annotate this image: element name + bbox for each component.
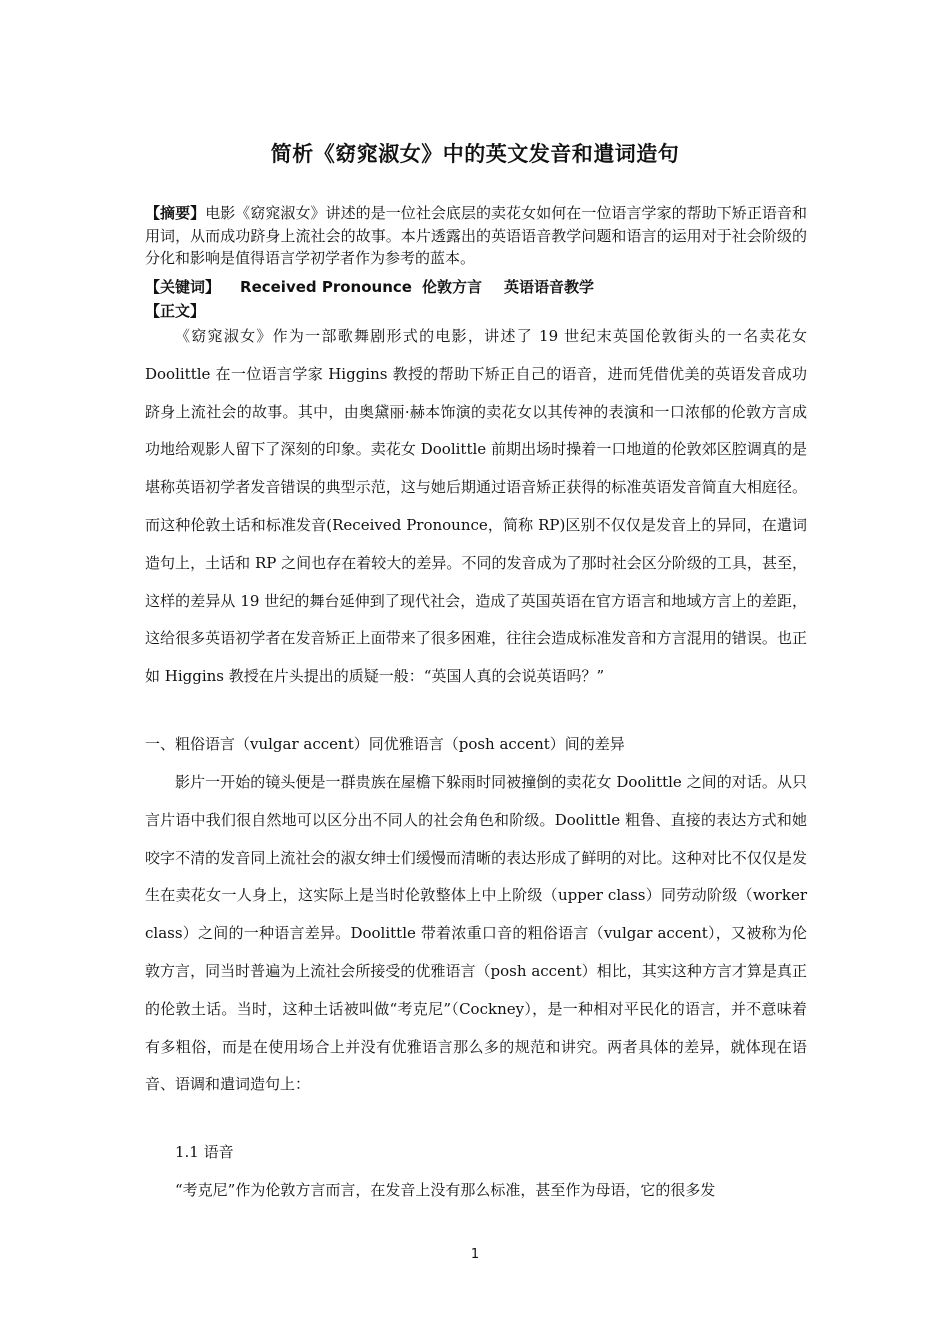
abstract-section xyxy=(145,202,807,270)
keyword-item: 伦敦方言 xyxy=(421,278,482,296)
document-title: 简析《窈窕淑女》中的英文发音和遣词造句 xyxy=(270,142,680,166)
section-heading-1: 一、粗俗语言（vulgar accent）同优雅语言（posh accent）间的差异 xyxy=(145,735,625,753)
paragraph-3: “考克尼”作为伦敦方言而言，在发音上没有那么标准，甚至作为母语，它的很多发 xyxy=(175,1181,716,1199)
abstract-text: 电影《窈窕淑女》讲述的是一位社会底层的卖花女如何在一位语言学家的帮助下矫正语音和用词，从而成功跻身上流社会的故事。本片透露出的英语语音教学问题和语言的运用对于社会阶级的分化和影响是值得语言学初学者作为参考的蓝本。 xyxy=(145,204,807,267)
paragraph-2: 影片一开始的镜头便是一群贵族在屋檐下躲雨时同被撞倒的卖花女 Doolittle 之间的对话。从只言片语中我们很自然地可以区分出不同人的社会角色和阶级。Doolittle 粗鲁、直接的表达方式和她咬字不清的发音同上流社会的淑女绅士们缓慢而清晰的表达形成了鲜明的对比。这种对比不仅仅是发生在卖花女一人身上，这实际上是当时伦敦整体上中上阶级（upper class）同劳动阶级（worker class）之间的一种语言差异。Doolittle 带着浓重口音的粗俗语言（vulgar accent），又被称为伦敦方言，同当时普遍为上流社会所接受的优雅语言（posh accent）相比，其实这种方言才算是真正的伦敦土话。当时，这种土话被叫做“考克尼”（Cockney），是一种相对平民化的语言，并不意味着有多粗俗，而是在使用场合上并没有优雅语言那么多的规范和讲究。两者具体的差异，就体现在语音、语调和遣词造句上： xyxy=(145,773,807,1094)
keyword-item: Received Pronounce xyxy=(240,278,412,296)
keywords-section xyxy=(145,276,807,298)
keyword-item: 英语语音教学 xyxy=(503,278,594,296)
paragraph-1: 《窈窕淑女》作为一部歌舞剧形式的电影，讲述了 19 世纪末英国伦敦街头的一名卖花女 Doolittle 在一位语言学家 Higgins 教授的帮助下矫正自己的语音，进而凭借优美的英语发音成功跻身上流社会的故事。其中，由奥黛丽·赫本饰演的卖花女以其传神的表演和一口浓郁的伦敦方言成功地给观影人留下了深刻的印象。卖花女 Doolittle 前期出场时操着一口地道的伦敦郊区腔调真的是堪称英语初学者发音错误的典型示范，这与她后期通过语音矫正获得的标准英语发音简直大相庭径。而这种伦敦土话和标准发音(Received Pronounce，简称 RP)区别不仅仅是发音上的异同，在遣词造句上，土话和 RP 之间也存在着较大的差异。不同的发音成为了那时社会区分阶级的工具，甚至，这样的差异从 19 世纪的舞台延伸到了现代社会，造成了英国英语在官方语言和地域方言上的差距，这给很多英语初学者在发音矫正上面带来了很多困难，往往会造成标准发音和方言混用的错误。也正如 Higgins 教授在片头提出的质疑一般：“英国人真的会说英语吗？” xyxy=(145,327,807,686)
subsection-heading-1-1: 1.1 语音 xyxy=(175,1143,234,1161)
keywords-label: 【关键词】 xyxy=(145,278,221,296)
page-number: 1 xyxy=(470,1247,480,1262)
body-label: 【正文】 xyxy=(145,302,206,320)
abstract-label: 【摘要】 xyxy=(145,204,206,222)
